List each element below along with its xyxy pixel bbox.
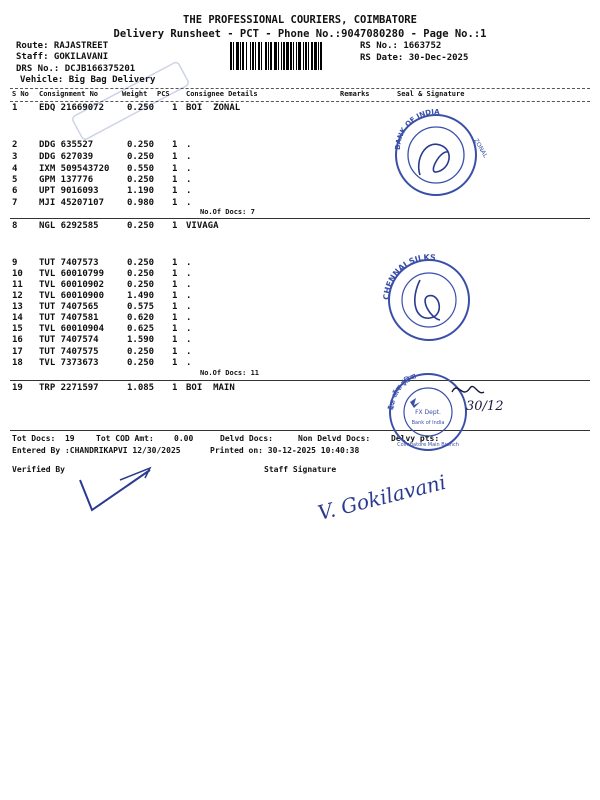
group-doc-count: No.Of Docs: 11: [200, 369, 260, 377]
total-cod-value: 0.00: [174, 434, 194, 443]
row-serial-number: 2: [12, 140, 18, 150]
row-consignment-number: TRP 2271597: [39, 383, 99, 393]
row-weight: 0.575: [127, 302, 155, 312]
row-consignee-mark: .: [186, 269, 192, 279]
row-serial-number: 12: [12, 291, 23, 301]
row-consignee-mark: .: [186, 280, 192, 290]
boi-main-stamp-center-text: FX Dept.: [415, 409, 441, 416]
col-sno: S No: [12, 90, 29, 98]
boi-main-stamp: [387, 372, 466, 450]
row-consignment-number: TVL 60010900: [39, 291, 105, 301]
faint-courier-stamp: [71, 61, 189, 140]
route-label: Route: RAJASTREET: [16, 41, 109, 51]
boi-zonal-stamp: [394, 108, 489, 195]
row-pieces: 1: [172, 335, 178, 345]
row-pieces: 1: [172, 103, 178, 113]
row-pieces: 1: [172, 302, 178, 312]
row-serial-number: 1: [12, 103, 18, 113]
row-consignee-mark: .: [186, 258, 192, 268]
row-consignment-number: DDG 635527: [39, 140, 94, 150]
row-consignment-number: TUT 7407573: [39, 258, 99, 268]
staff-label: Staff: GOKILAVANI: [16, 52, 109, 62]
row-pieces: 1: [172, 140, 178, 150]
boi-zonal-stamp-text: BANK OF INDIA: [393, 107, 440, 151]
col-consignee: Consignee Details: [186, 90, 258, 98]
row-consignment-number: TUT 7407565: [39, 302, 99, 312]
staff-signature: V. Gokilavani: [315, 469, 449, 525]
row-consignee-mark: .: [186, 164, 192, 174]
col-seal: Seal & Signature: [397, 90, 465, 98]
verified-tick-icon: [80, 470, 150, 510]
row-consignment-number: TVL 7373673: [39, 358, 99, 368]
row-weight: 0.250: [127, 103, 155, 113]
row-serial-number: 4: [12, 164, 18, 174]
verified-by-label: Verified By: [12, 465, 65, 474]
boi-main-stamp-bottom-text: Bank of India: [411, 420, 445, 426]
row-weight: 0.250: [127, 358, 155, 368]
row-consignment-number: TUT 7407575: [39, 347, 99, 357]
row-serial-number: 5: [12, 175, 18, 185]
row-serial-number: 19: [12, 383, 23, 393]
row-weight: 0.980: [127, 198, 155, 208]
row-pieces: 1: [172, 291, 178, 301]
row-pieces: 1: [172, 280, 178, 290]
row-consignee-mark: .: [186, 175, 192, 185]
row-serial-number: 11: [12, 280, 23, 290]
col-weight: Weight: [122, 90, 148, 98]
row-weight: 0.250: [127, 152, 155, 162]
row-consignment-number: GPM 137776: [39, 175, 94, 185]
row-consignee-mark: .: [186, 358, 192, 368]
row-pieces: 1: [172, 324, 178, 334]
vehicle-label: Vehicle: Big Bag Delivery: [20, 75, 156, 85]
row-consignment-number: TVL 60010799: [39, 269, 105, 279]
row-serial-number: 18: [12, 358, 23, 368]
row-pieces: 1: [172, 358, 178, 368]
row-serial-number: 17: [12, 347, 23, 357]
total-docs: Tot Docs: 19: [12, 434, 75, 443]
row-pieces: 1: [172, 175, 178, 185]
group-doc-count: No.Of Docs: 7: [200, 208, 255, 216]
drs-number: DRS No.: DCJB166375201: [16, 64, 136, 74]
boi-zonal-side-text: ZONAL: [472, 137, 489, 159]
row-consignment-number: DDG 627039: [39, 152, 94, 162]
row-consignee-mark: .: [186, 140, 192, 150]
row-weight: 0.250: [127, 258, 155, 268]
row-pieces: 1: [172, 186, 178, 196]
row-consignment-number: TVL 60010902: [39, 280, 105, 290]
row-serial-number: 13: [12, 302, 23, 312]
row-consignee-mark: .: [186, 347, 192, 357]
row-weight: 0.250: [127, 175, 155, 185]
row-consignee-mark: .: [186, 186, 192, 196]
rs-date: RS Date: 30-Dec-2025: [360, 53, 469, 63]
row-weight: 0.625: [127, 324, 155, 334]
row-serial-number: 15: [12, 324, 23, 334]
svg-text:CHENNAI SILKS: [382, 253, 436, 300]
row-weight: 0.250: [127, 347, 155, 357]
row-consignee-mark: .: [186, 198, 192, 208]
row-consignee: BOI MAIN: [186, 383, 235, 393]
row-consignee-mark: .: [186, 152, 192, 162]
row-weight: 1.085: [127, 383, 155, 393]
row-weight: 1.190: [127, 186, 155, 196]
row-serial-number: 10: [12, 269, 23, 279]
printed-on: Printed on: 30-12-2025 10:40:38: [210, 446, 360, 455]
boi-main-stamp-branch-text: Coimbatore Main Branch: [397, 442, 459, 448]
row-pieces: 1: [172, 258, 178, 268]
row-weight: 0.250: [127, 221, 155, 231]
row-consignee-mark: .: [186, 291, 192, 301]
row-serial-number: 9: [12, 258, 18, 268]
col-pcs: PCS: [157, 90, 170, 98]
row-consignee-mark: .: [186, 335, 192, 345]
initials-scribble: [452, 386, 484, 392]
row-consignment-number: TVL 60010904: [39, 324, 105, 334]
row-consignment-number: TUT 7407574: [39, 335, 99, 345]
row-weight: 0.250: [127, 280, 155, 290]
delivered-docs: Delvd Docs:: [220, 434, 273, 443]
row-pieces: 1: [172, 347, 178, 357]
col-remarks: Remarks: [340, 90, 370, 98]
row-weight: 0.250: [127, 140, 155, 150]
rs-number: RS No.: 1663752: [360, 41, 442, 51]
row-pieces: 1: [172, 269, 178, 279]
row-serial-number: 16: [12, 335, 23, 345]
row-serial-number: 8: [12, 221, 18, 231]
row-weight: 1.490: [127, 291, 155, 301]
chennai-silks-stamp-text: CHENNAI SILKS: [381, 252, 437, 301]
row-consignment-number: NGL 6292585: [39, 221, 99, 231]
row-consignment-number: TUT 7407581: [39, 313, 99, 323]
boi-main-stamp-top-text: बैंक ऑफ इंडिया: [387, 372, 418, 411]
row-pieces: 1: [172, 313, 178, 323]
handwritten-date: 30/12: [466, 399, 504, 414]
row-pieces: 1: [172, 221, 178, 231]
entered-by: Entered By :CHANDRIKAPVI 12/30/2025: [12, 446, 181, 455]
row-pieces: 1: [172, 383, 178, 393]
star-icon: [410, 398, 420, 408]
row-weight: 0.620: [127, 313, 155, 323]
total-cod-label: Tot COD Amt:: [96, 434, 154, 443]
row-weight: 0.250: [127, 269, 155, 279]
row-weight: 1.590: [127, 335, 155, 345]
row-consignee-mark: .: [186, 324, 192, 334]
delivery-points: Delvy pts:: [391, 434, 440, 443]
row-pieces: 1: [172, 164, 178, 174]
row-consignee-mark: .: [186, 313, 192, 323]
row-consignee: VIVAGA: [186, 221, 219, 231]
col-consignment: Consignment No: [39, 90, 99, 98]
row-serial-number: 6: [12, 186, 18, 196]
company-title: THE PROFESSIONAL COURIERS, COIMBATORE: [183, 14, 417, 26]
staff-signature-label: Staff Signature: [264, 465, 337, 474]
non-delivered-docs: Non Delvd Docs:: [298, 434, 371, 443]
row-consignee: BOI ZONAL: [186, 103, 241, 113]
row-pieces: 1: [172, 152, 178, 162]
row-serial-number: 14: [12, 313, 23, 323]
runsheet-subtitle: Delivery Runsheet - PCT - Phone No.:9047080280 - Page No.:1: [113, 28, 487, 40]
row-weight: 0.550: [127, 164, 155, 174]
row-pieces: 1: [172, 198, 178, 208]
row-consignment-number: EDQ 21669072: [39, 103, 105, 113]
row-consignment-number: UPT 9016093: [39, 186, 99, 196]
chennai-silks-stamp: [382, 253, 469, 340]
row-consignment-number: IXM 509543720: [39, 164, 110, 174]
row-consignee-mark: .: [186, 302, 192, 312]
row-serial-number: 3: [12, 152, 18, 162]
row-consignment-number: MJI 45207107: [39, 198, 105, 208]
row-serial-number: 7: [12, 198, 18, 208]
